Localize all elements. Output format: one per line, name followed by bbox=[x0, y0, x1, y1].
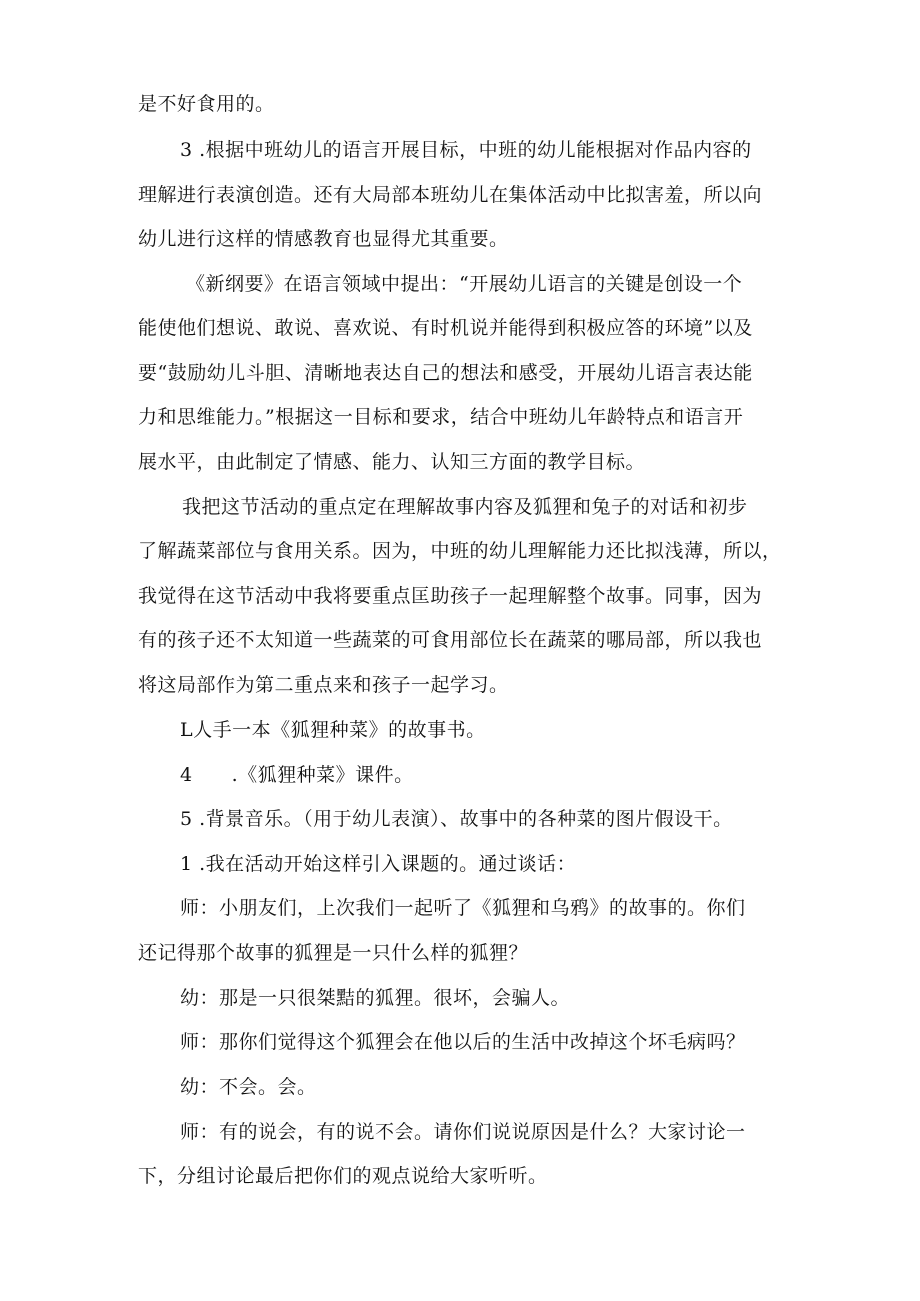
text-line: 是不好食用的。 bbox=[138, 93, 275, 115]
text-line: 师：有的说会，有的说不会。请你们说说原因是什么？大家讨论一 bbox=[180, 1121, 746, 1143]
text-line: 要“鼓励幼儿斗胆、清晰地表达自己的想法和感受，开展幼儿语言表达能 bbox=[138, 362, 753, 384]
text-line: L人手一本《狐狸种菜》的故事书。 bbox=[180, 719, 486, 741]
text-line: 师：那你们觉得这个狐狸会在他以后的生活中改掉这个坏毛病吗？ bbox=[180, 1031, 746, 1053]
text-line: 5 .背景音乐。（用于幼儿表演）、故事中的各种菜的图片假设干。 bbox=[180, 808, 733, 830]
text-line: 下，分组讨论最后把你们的观点说给大家听听。 bbox=[138, 1165, 548, 1187]
text-line: 《新纲要》在语言领域中提出：“开展幼儿语言的关键是创设一个 bbox=[186, 273, 743, 295]
text-line: 展水平，由此制定了情感、能力、认知三方面的教学目标。 bbox=[138, 451, 646, 473]
text-line: 师：小朋友们，上次我们一起听了《狐狸和乌鸦》的故事的。你们 bbox=[180, 897, 746, 919]
text-line: 幼：不会。会。 bbox=[180, 1076, 317, 1098]
text-line: 4 .《狐狸种菜》课件。 bbox=[180, 764, 414, 786]
text-line: 幼儿进行这样的情感教育也显得尤其重要。 bbox=[138, 228, 509, 250]
text-line: 有的孩子还不太知道一些蔬菜的可食用部位长在蔬菜的哪局部，所以我也 bbox=[138, 629, 763, 651]
text-line: 还记得那个故事的狐狸是一只什么样的狐狸？ bbox=[138, 942, 529, 964]
text-line: 我把这节活动的重点定在理解故事内容及狐狸和兔子的对话和初步 bbox=[182, 496, 748, 518]
text-line: 3 .根据中班幼儿的语言开展目标，中班的幼儿能根据对作品内容的 bbox=[180, 139, 752, 161]
text-line: 幼：那是一只很桀黠的狐狸。很坏，会骗人。 bbox=[180, 987, 571, 1009]
text-line: 力和思维能力。”根据这一目标和要求，结合中班幼儿年龄特点和语言开 bbox=[138, 406, 744, 428]
text-line: 理解进行表演创造。还有大局部本班幼儿在集体活动中比拟害羞，所以向 bbox=[138, 184, 763, 206]
text-line: 能使他们想说、敢说、喜欢说、有时机说并能得到积极应答的环境”以及 bbox=[138, 317, 753, 339]
text-line: 了解蔬菜部位与食用关系。因为，中班的幼儿理解能力还比拟浅薄，所以， bbox=[138, 540, 782, 562]
text-line: 将这局部作为第二重点来和孩子一起学习。 bbox=[138, 674, 509, 696]
text-line: 我觉得在这节活动中我将要重点匡助孩子一起理解整个故事。同事，因为 bbox=[138, 585, 763, 607]
text-line: 1 .我在活动开始这样引入课题的。通过谈话： bbox=[180, 853, 577, 875]
